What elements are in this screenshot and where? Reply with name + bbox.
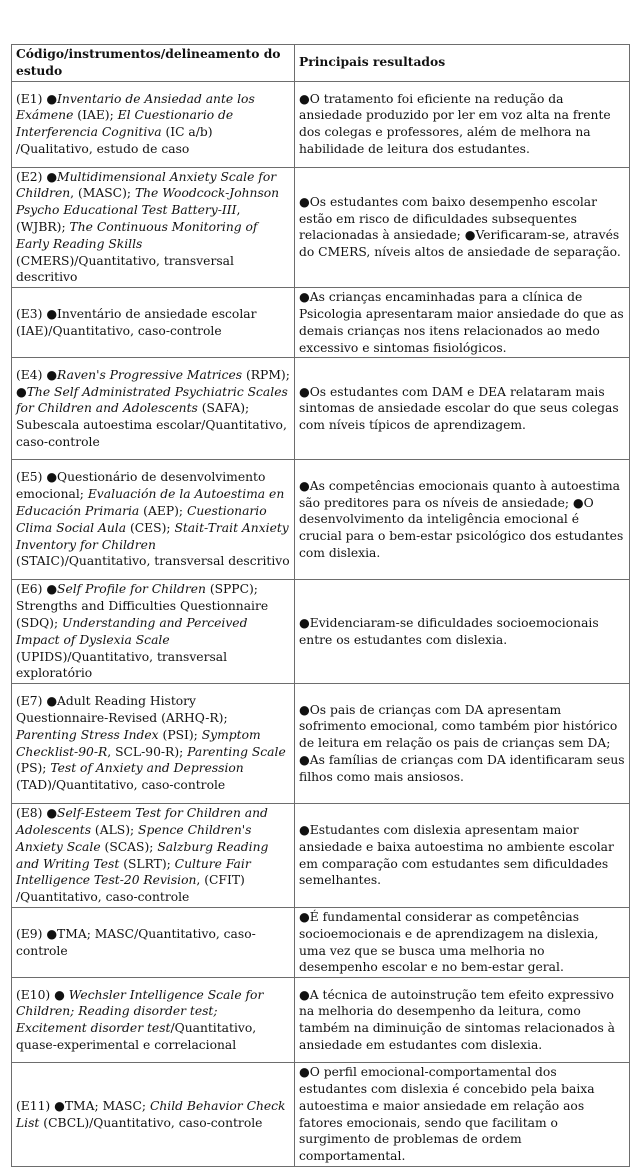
study-text: ●: [42, 806, 58, 821]
study-text: ●Adult Reading History Questionnaire-Revised (ARHQ-R);: [16, 694, 228, 726]
study-results-cell: ●As competências emocionais quanto à autoestima são preditores para os níveis de ansiedade; ●O desenvolvimento da inteligência emocional é crucial para o bem-estar psicológico dos estudantes com dislexia.: [295, 460, 630, 580]
study-text: , (CFIT) /Quantitativo, caso-controle: [16, 873, 245, 905]
instrument-name: Culture Fair Intelligence Test-20 Revision: [16, 856, 251, 888]
instrument-name: Wechsler Intelligence Scale for Children; Reading disorder test; Excitement disorder test: [16, 987, 264, 1036]
instrument-name: Multidimensional Anxiety Scale for Children: [16, 169, 277, 201]
study-results-cell: ●As crianças encaminhadas para a clínica de Psicologia apresentaram maior ansiedade do que as demais crianças nos itens relacionados ao medo excessivo e sintomas fisiológicos.: [295, 288, 630, 358]
instrument-name: Stait-Trait Anxiety Inventory for Children: [16, 520, 289, 552]
study-text: (SAFA); Subescala autoestima escolar/Quantitativo, caso-controle: [16, 401, 287, 450]
study-instruments-cell: [12, 684, 295, 804]
study-text: (CBCL)/Quantitativo, caso-controle: [39, 1115, 263, 1130]
table-row: [12, 978, 630, 1063]
study-results-cell: ●O perfil emocional-comportamental dos estudantes com dislexia é concebido pela baixa autoestima e maior ansiedade em relação aos fatores emocionais, sendo que facilitam o surgimento de problemas de ordem comportamental.: [295, 1063, 630, 1167]
study-results-cell: ●O tratamento foi eficiente na redução da ansiedade produzido por ler em voz alta na frente dos colegas e professores, além de melhora na habilidade de leitura dos estudantes.: [295, 81, 630, 167]
study-text: ●TMA; MASC/Quantitativo, caso-controle: [16, 926, 256, 958]
study-instruments-cell: [12, 358, 295, 460]
study-text: (AEP);: [139, 504, 187, 519]
instrument-name: Parenting Scale: [187, 744, 286, 759]
instrument-name: Self Profile for Children: [57, 582, 206, 597]
instrument-name: Test of Anxiety and Depression: [50, 761, 244, 776]
study-results-cell: ●Os estudantes com baixo desempenho escolar estão em risco de dificuldades subsequentes relacionadas à ansiedade; ●Verificaram-se, através do CMERS, níveis altos de ansiedade de separação.: [295, 167, 630, 288]
study-text: (ALS);: [91, 822, 139, 837]
table-row: [12, 167, 630, 288]
study-instruments-cell: [12, 1063, 295, 1167]
study-id: (E7): [16, 694, 43, 709]
study-id: (E1): [16, 91, 43, 106]
study-text: ●TMA; MASC;: [50, 1098, 150, 1113]
study-text: /Quantitativo, quase-experimental e correlacional: [16, 1021, 257, 1052]
study-id: (E10): [16, 987, 51, 1002]
study-instruments-cell: [12, 81, 295, 167]
study-text: (PS);: [16, 761, 51, 776]
study-text: (SLRT);: [119, 856, 175, 871]
study-results-cell: ●Evidenciaram-se dificuldades socioemocionais entre os estudantes com dislexia.: [295, 580, 630, 684]
study-text: , SCL-90-R);: [107, 744, 188, 759]
study-instruments-cell: [12, 804, 295, 908]
study-id: (E5): [16, 470, 43, 485]
table-row: [12, 81, 630, 167]
study-results-cell: ●Estudantes com dislexia apresentam maior ansiedade e baixa autoestima no ambiente escolar em comparação com estudantes sem dificuldades semelhantes.: [295, 804, 630, 908]
study-text: ●: [42, 91, 58, 106]
study-instruments-cell: [12, 460, 295, 580]
study-text: ●: [42, 582, 58, 597]
study-text: , (WJBR);: [16, 203, 241, 234]
instrument-name: Raven's Progressive Matrices: [57, 367, 243, 382]
header-instruments: Código/instrumentos/delineamento do estudo: [12, 45, 295, 82]
study-instruments-cell: [12, 167, 295, 288]
study-text: (STAIC)/Quantitativo, transversal descritivo: [16, 554, 290, 569]
study-text: (CES);: [126, 520, 175, 535]
instrument-name: Parenting Stress Index: [16, 727, 159, 742]
study-text: (CMERS)/Quantitativo, transversal descritivo: [16, 253, 234, 285]
instrument-name: Self-Esteem Test for Children and Adolescents: [16, 806, 268, 837]
study-text: ●Questionário de desenvolvimento emocional;: [16, 470, 266, 502]
table-body: [12, 81, 630, 1166]
study-id: (E4): [16, 367, 43, 382]
study-results-cell: ●É fundamental considerar as competências socioemocionais e de aprendizagem na dislexia, uma vez que se busca uma melhoria no desempenho escolar e no bem-estar geral.: [295, 907, 630, 977]
study-instruments-cell: [12, 907, 295, 977]
instrument-name: The Continuous Monitoring of Early Reading Skills: [16, 219, 258, 251]
study-text: ●: [50, 987, 69, 1002]
table-row: [12, 580, 630, 684]
study-id: (E11): [16, 1098, 51, 1113]
study-instruments-cell: [12, 580, 295, 684]
study-results-cell: ●A técnica de autoinstrução tem efeito expressivo na melhoria do desempenho da leitura, como também na diminuição de sintomas relacionados à ansiedade em estudantes com dislexia.: [295, 978, 630, 1063]
instrument-name: Understanding and Perceived Impact of Dyslexia Scale: [16, 615, 248, 647]
study-text: (TAD)/Quantitativo, caso-controle: [16, 778, 226, 793]
study-text: , (MASC);: [70, 186, 135, 201]
table-header-row: [12, 45, 630, 82]
table-row: [12, 1063, 630, 1167]
study-text: ●: [42, 367, 58, 382]
study-text: (RPM); ●: [16, 367, 290, 399]
table-row: [12, 804, 630, 908]
study-id: (E3): [16, 306, 43, 321]
table-row: [12, 460, 630, 580]
study-id: (E2): [16, 169, 43, 184]
study-instruments-cell: [12, 288, 295, 358]
instrument-name: El Cuestionario de Interferencia Cognitiva: [16, 108, 234, 140]
study-id: (E6): [16, 582, 43, 597]
table-row: [12, 358, 630, 460]
study-text: (IAE);: [73, 108, 118, 123]
study-text: (IC a/b) /Qualitativo, estudo de caso: [16, 125, 213, 156]
instrument-name: Spence Children's Anxiety Scale: [16, 822, 252, 854]
instrument-name: The Woodcock-Johnson Psycho Educational Test Battery-III: [16, 186, 280, 218]
study-results-cell: ●Os pais de crianças com DA apresentam sofrimento emocional, como também pior histórico de leitura em relação os pais de crianças sem DA; ●As famílias de crianças com DA identificaram seus filhos como mais ansiosos.: [295, 684, 630, 804]
study-text: ●Inventário de ansiedade escolar (IAE)/Quantitativo, caso-controle: [16, 306, 257, 338]
instrument-name: Symptom Checklist-90-R: [16, 727, 261, 759]
instrument-name: Cuestionario Clima Social Aula: [16, 504, 267, 535]
study-instruments-cell: [12, 978, 295, 1063]
study-id: (E8): [16, 806, 43, 821]
header-results: Principais resultados: [295, 45, 630, 82]
study-results-cell: ●Os estudantes com DAM e DEA relataram mais sintomas de ansiedade escolar do que seus colegas com níveis típicos de aprendizagem.: [295, 358, 630, 460]
instrument-name: The Self Administrated Psychiatric Scales for Children and Adolescents: [16, 384, 288, 416]
instrument-name: Child Behavior Check List: [16, 1098, 286, 1130]
table-row: [12, 288, 630, 358]
instrument-name: Inventario de Ansiedad ante los Exámene: [16, 91, 255, 123]
instrument-name: Salzburg Reading and Writing Test: [16, 839, 269, 871]
study-text: ●: [42, 169, 58, 184]
study-text: (PSI);: [158, 727, 202, 742]
study-text: (SPPC); Strengths and Difficulties Questionnaire (SDQ);: [16, 582, 269, 630]
studies-table: [11, 44, 630, 1167]
instrument-name: Evaluación de la Autoestima en Educación Primaria: [16, 487, 285, 519]
study-text: (UPIDS)/Quantitativo, transversal exploratório: [16, 649, 228, 681]
study-id: (E9): [16, 926, 43, 941]
table-row: [12, 907, 630, 977]
study-text: (SCAS);: [100, 839, 158, 854]
table-row: [12, 684, 630, 804]
